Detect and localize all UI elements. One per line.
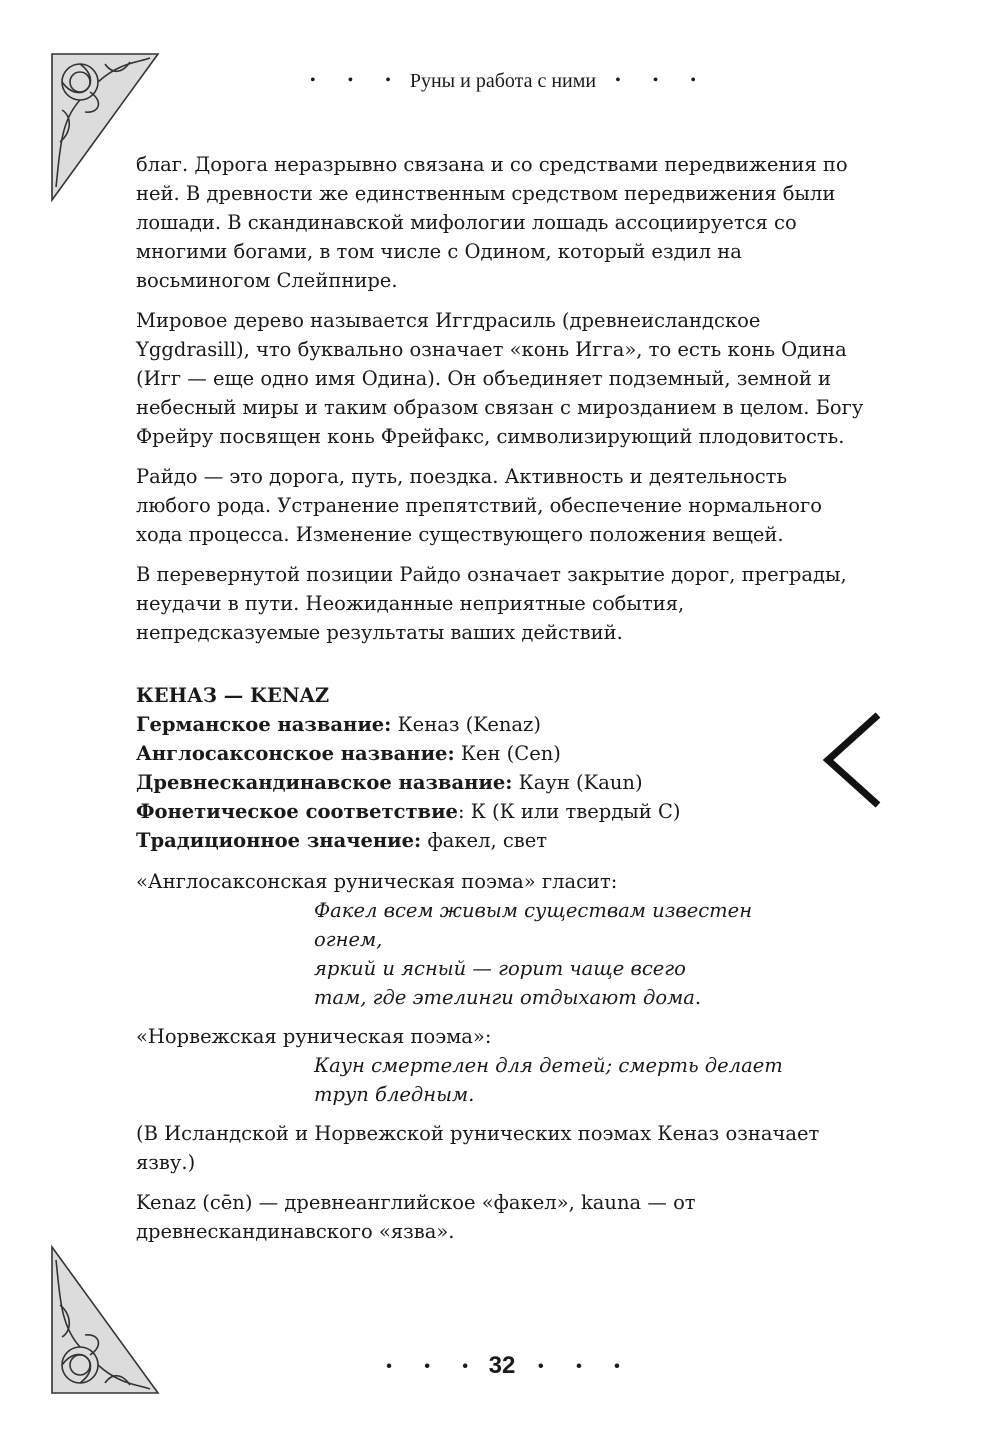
poem-line: там, где этелинги отдыхают дома. [314, 986, 702, 1009]
celtic-corner-ornament-bottom [50, 1245, 160, 1395]
attr-label: Германское название: [136, 713, 392, 736]
page-footer [340, 1352, 680, 1380]
attr-label: Древнескандинавское название: [136, 771, 513, 794]
paragraph-1: благ. Дорога неразрывно связана и со средствами передвижения по ней. В древности же единственным средством передвижения были лошади. В скандинавской мифологии лошадь ассоциируется со многими богами, в том числе с Одином, который ездил на восьминогом Слейпнире. [136, 153, 848, 292]
attr-label: Фонетическое соответствие [136, 800, 458, 823]
attr-old-norse-name [136, 768, 866, 797]
poem-line: Факел всем живым существам известен [314, 899, 753, 922]
attr-anglo-saxon-name [136, 739, 866, 768]
attr-value: Кен (Cen) [454, 742, 561, 765]
poem-line: Каун смертелен для детей; смерть делает [314, 1054, 783, 1077]
poem-1-intro: «Англосаксонская руническая поэма» гласит: [136, 870, 618, 893]
poem-line: огнем, [314, 928, 383, 951]
footer-dots-right: • • • [538, 1358, 634, 1375]
poem-1 [314, 896, 866, 1012]
poem-2 [314, 1051, 866, 1109]
page-body [136, 150, 866, 1257]
poem-line: яркий и ясный — горит чаще всего [314, 957, 686, 980]
running-head [300, 70, 720, 93]
attr-germanic-name [136, 710, 866, 739]
note-paragraph: (В Исландской и Норвежской рунических поэмах Кеназ означает язву.) [136, 1122, 820, 1174]
header-dots-left: • • • [310, 72, 405, 89]
header-dots-right: • • • [615, 72, 710, 89]
attr-value: факел, свет [421, 829, 548, 852]
attr-meaning [136, 826, 866, 855]
poem-2-intro: «Норвежская руническая поэма»: [136, 1025, 492, 1048]
paragraph-3: Райдо — это дорога, путь, поездка. Активность и деятельность любого рода. Устранение препятствий, обеспечение нормального хода процесса. Изменение существующего положения вещей. [136, 465, 822, 546]
section-heading: КЕНАЗ — KENAZ [136, 684, 330, 707]
poem-line: труп бледным. [314, 1083, 475, 1106]
paragraph-4: В перевернутой позиции Райдо означает закрытие дорог, преграды, неудачи в пути. Неожиданные неприятные события, непредсказуемые результаты ваших действий. [136, 563, 847, 644]
attr-label: Англосаксонское название: [136, 742, 455, 765]
attr-label: Традиционное значение: [136, 829, 422, 852]
attr-value: : К (К или твердый С) [457, 800, 681, 823]
running-head-title: Руны и работа с ними [409, 70, 597, 92]
page-number: 32 [488, 1352, 516, 1379]
attr-value: Каун (Kaun) [512, 771, 643, 794]
etymology-paragraph: Kenaz (cēn) — древнеанглийское «факел», kauna — от древнескандинавского «язва». [136, 1191, 696, 1243]
attr-value: Кеназ (Kenaz) [391, 713, 541, 736]
footer-dots-left: • • • [386, 1358, 482, 1375]
paragraph-2: Мировое дерево называется Иггдрасиль (древнеисландское Yggdrasill), что буквально означает «конь Игга», то есть конь Одина (Игг — еще одно имя Одина). Он объединяет подземный, земной и небесный миры и таким образом связан с мирозданием в целом. Богу Фрейру посвящен конь Фрейфакс, символизирующий плодовитость. [136, 309, 864, 448]
attr-phonetic [136, 797, 866, 826]
